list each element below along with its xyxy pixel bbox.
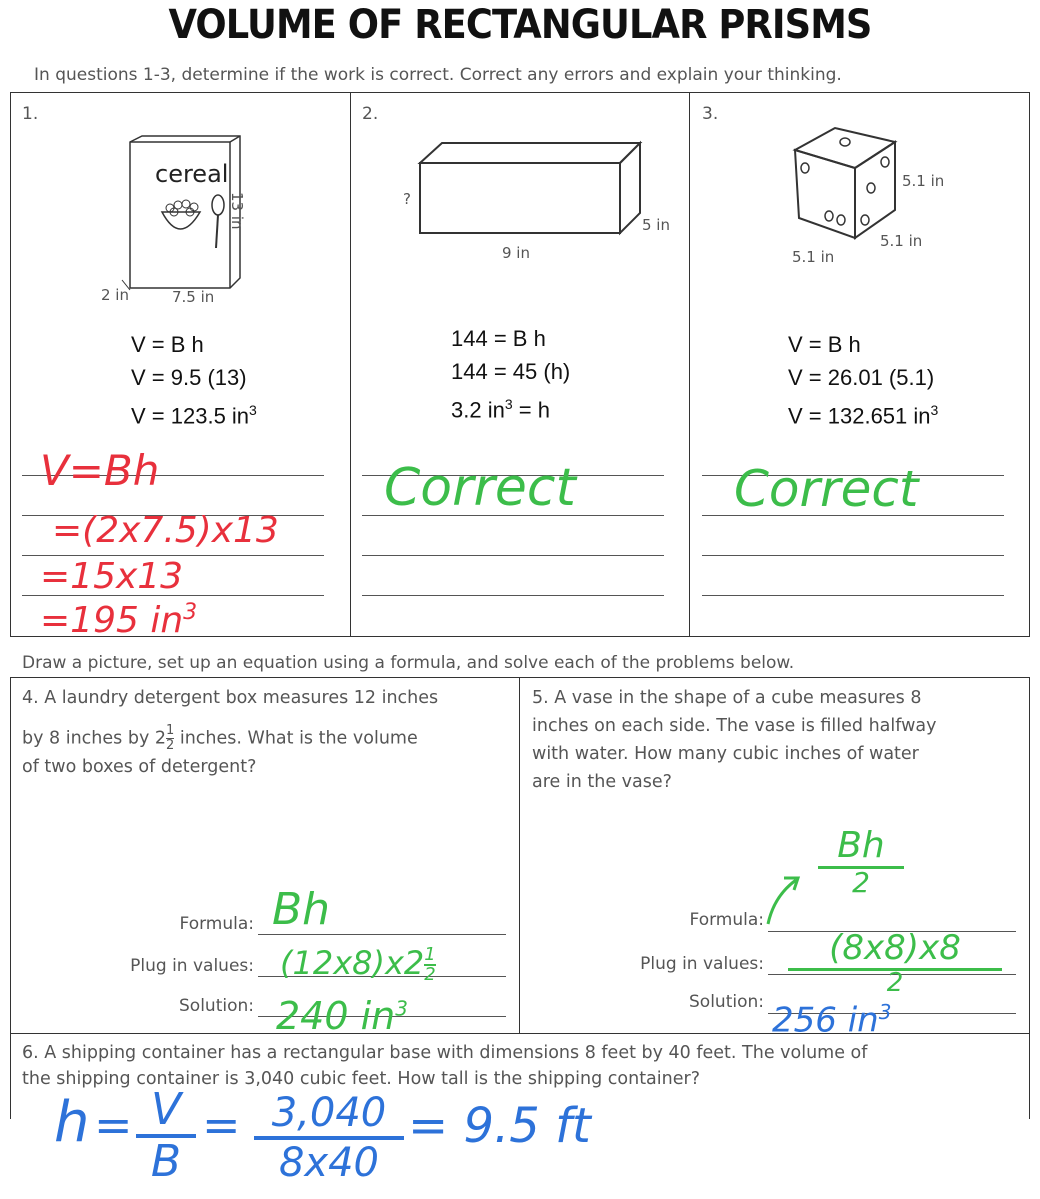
handwritten-answer: Correct xyxy=(384,458,576,518)
solution-label: Solution: xyxy=(689,992,764,1012)
dimension-label: 5.1 in xyxy=(792,248,835,266)
handwritten-answer: V=Bh xyxy=(40,446,160,495)
question-number: 3. xyxy=(702,104,719,124)
answer-line xyxy=(362,555,664,556)
page-title: VOLUME OF RECTANGULAR PRISMS xyxy=(168,2,872,48)
handwritten-solution: 240 $in^3$ xyxy=(276,994,408,1038)
rectangular-prism-diagram xyxy=(410,135,650,245)
handwritten-answer: =195 $in^3$ xyxy=(40,600,198,641)
question-4-text: 4. A laundry detergent box measures 12 inches by 8 inches by 2 $\frac{1}{2}$ inches. What is the volume of two boxes of detergent? xyxy=(22,688,439,777)
dimension-label: 13 in xyxy=(228,192,246,230)
answer-line xyxy=(702,555,1004,556)
box-label: cereal xyxy=(155,160,229,188)
dimension-label: 9 in xyxy=(502,244,530,262)
work-line: V = B h xyxy=(131,332,204,357)
work-line: V = 123.5 $in^3$ xyxy=(131,402,257,429)
formula-label: Formula: xyxy=(689,910,764,930)
handwritten-h: h xyxy=(54,1090,90,1155)
work-line: V = 9.5 (13) xyxy=(131,365,247,390)
work-line: V = 132.651 $in^3$ xyxy=(788,402,939,429)
divider xyxy=(689,92,690,637)
question-number: 1. xyxy=(22,104,39,124)
handwritten-plug: (8x8)x8 2 xyxy=(788,928,1002,995)
answer-line xyxy=(702,595,1004,596)
instructions-top: In questions 1-3, determine if the work is correct. Correct any errors and explain your thinking. xyxy=(34,65,842,85)
handwritten-formula: Bh xyxy=(272,884,331,935)
plug-label: Plug in values: xyxy=(640,954,764,974)
dimension-label: 7.5 in xyxy=(172,288,215,306)
handwritten-v-over-b: V B xyxy=(136,1086,196,1186)
arrow-icon xyxy=(762,868,812,928)
handwritten-equals: = xyxy=(94,1098,133,1152)
question-6-text: 6. A shipping container has a rectangular base with dimensions 8 feet by 40 feet. The volume of the shipping container is 3,040 cubic feet. How tall is the shipping container? xyxy=(22,1043,868,1089)
dimension-label: 5.1 in xyxy=(902,172,945,190)
dimension-label: 5.1 in xyxy=(880,232,923,250)
handwritten-answer: =(2x7.5)x13 xyxy=(52,510,279,551)
answer-line xyxy=(362,595,664,596)
work-line: 3.2 $in^3 = h$ xyxy=(451,396,550,423)
handwritten-solution: 256 $in^3$ xyxy=(772,1000,892,1041)
cube-diagram xyxy=(785,120,915,250)
instructions-mid: Draw a picture, set up an equation using a formula, and solve each of the problems below. xyxy=(22,653,795,673)
divider xyxy=(519,677,520,1033)
divider xyxy=(350,92,351,637)
handwritten-plug: (12x8)x2 $\frac{1}{2}$ xyxy=(280,944,436,985)
handwritten-formula: Bh 2 xyxy=(818,826,904,897)
handwritten-answer: Correct xyxy=(734,460,919,518)
handwritten-result: = 9.5 ft xyxy=(408,1098,591,1154)
work-line: V = B h xyxy=(788,332,861,357)
handwritten-equals: = xyxy=(202,1098,241,1152)
question-5-text: 5. A vase in the shape of a cube measures 8 inches on each side. The vase is filled halfway with water. How many cubic inches of water are in the vase? xyxy=(532,688,937,792)
question-number: 2. xyxy=(362,104,379,124)
handwritten-answer: =15x13 xyxy=(40,556,184,597)
work-line: 144 = B h xyxy=(451,326,546,351)
formula-label: Formula: xyxy=(179,914,254,934)
dimension-label: ? xyxy=(403,190,411,208)
work-line: 144 = 45 (h) xyxy=(451,359,571,384)
plug-label: Plug in values: xyxy=(130,956,254,976)
dimension-label: 2 in xyxy=(101,286,129,304)
dimension-label: 5 in xyxy=(642,216,670,234)
work-line: V = 26.01 (5.1) xyxy=(788,365,935,390)
handwritten-fraction: 3,040 8x40 xyxy=(254,1090,404,1186)
solution-label: Solution: xyxy=(179,996,254,1016)
